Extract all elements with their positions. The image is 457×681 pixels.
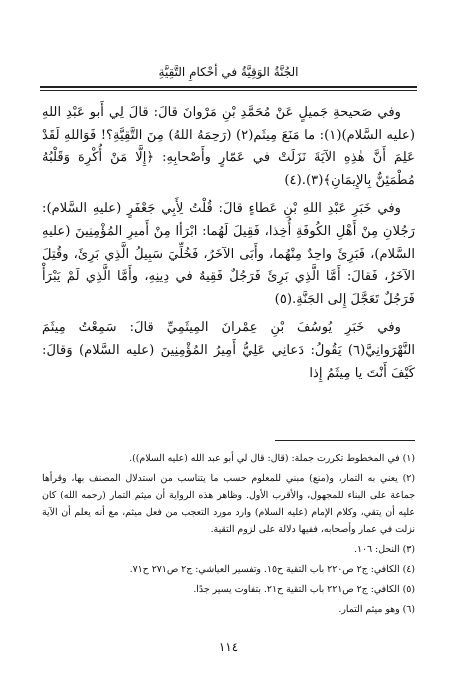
footnote-3: (٣) النحل: ١٠٦. (353, 544, 415, 555)
footnote-4: (٤) الكافي: ج٢ ص٢٢٠ باب التقية ح١٥. وتفسير العياشي: ج٢ ص٢٧١ ح٧١. (129, 564, 415, 575)
footnotes-separator (275, 440, 415, 441)
paragraph-3: وفي خَبَرِ يُوسُفَ بْنِ عِمْرانَ المِيثَمِيِّ قالَ: سَمِعْتُ مِيثَمَ النَّهْرَوانِيَّ(٦) يَقُولُ: دَعانِي عَلِيُّ أَمِيرُ المُؤْمِنِينَ (عليه السَّلام) وَقالَ: كَيْفَ أَنْتَ يا مِيثَمُ إِذا (42, 320, 415, 381)
paragraph-2: وفي خَبَرِ عَبْدِ اللهِ بْنِ عَطاءٍ قالَ: قُلْتُ لِأَبِي جَعْفَرٍ (عليهِ السَّلام): رَجُلانِ مِنْ أَهْلِ الكُوفَةِ أُخِذا، فَقِيلَ لَهُما: ابْرَأا مِنْ أَميرِ المُؤْمِنِينَ (عليهِ السَّلام)، فَبَرِئَ واحِدٌ مِنْهُما، وأَبَى الآخَرُ، فَخُلِّيَ سَبِيلُ الَّذِي بَرِئَ، وقُتِلَ الآخَرُ، فَقالَ: أَمَّا الَّذِي بَرِئَ فَرَجُلٌ فَقِيهٌ في دِينِهِ، وأَمَّا الَّذِي لَمْ يَبْرَأْ فَرَجُلٌ تَعَجَّلَ إِلى الجَنَّةِ.(٥) (42, 201, 415, 307)
main-text (42, 102, 415, 391)
footnote-2: (٢) يعني به التمار، و(منع) مبني للمعلوم حسب ما يتناسب من استدلال المصنف بها، وقرأها جماعة على البناء للمجهول، والأقرب الأول. وظاهر هذه الرواية أن ميثم التمار (رحمه الله) كان عليه أن يتقي، وكلام الإمام (عليه السلام) وارد مورد التعجب من فعل ميثم، مع أنه يعلم أن الآية نزلت في عمار وأصحابه، ففيها دلالة على لزوم التقية. (42, 473, 415, 535)
footnote-5: (٥) الكافي: ج٢ ص٢٢١ باب التقية ح٢١. بتفاوت يسير جدًا. (193, 584, 415, 595)
footnote-1: (١) في المخطوط تكررت جملة: (قال: قال لي أبو عبد الله (عليه السلام)). (129, 453, 415, 464)
header-rule (40, 86, 417, 91)
running-header: الجُنَّةُ الوَقِيَّةُ في أحْكامِ التَّقِيَّةِ (158, 65, 299, 79)
footnote-6: (٦) وهو ميثم التمار. (338, 604, 415, 615)
footnotes (42, 450, 415, 621)
paragraph-1: وفي صَحيحةِ جَميلٍ عَنْ مُحَمَّدِ بْنِ مَرْوانَ قالَ: قالَ لِي أَبو عَبْدِ اللهِ (عليه السَّلام)(١): ما مَنَعَ مِيثَم(٢) (رَحِمَهُ اللهُ) مِنَ التَّقِيَّةِ؟! فَوَاللهِ لَقَدْ عَلِمَ أَنَّ هٰذِهِ الآيَةَ نَزَلَتْ في عَمّارٍ وأَصْحابِهِ: ﴿إِلَّا مَنْ أُكْرِهَ وَقَلْبُهُ مُطْمَئِنٌّ بِالإِيمَانِ﴾(٣).(٤) (42, 105, 415, 188)
page-number: ١١٤ (218, 640, 239, 654)
